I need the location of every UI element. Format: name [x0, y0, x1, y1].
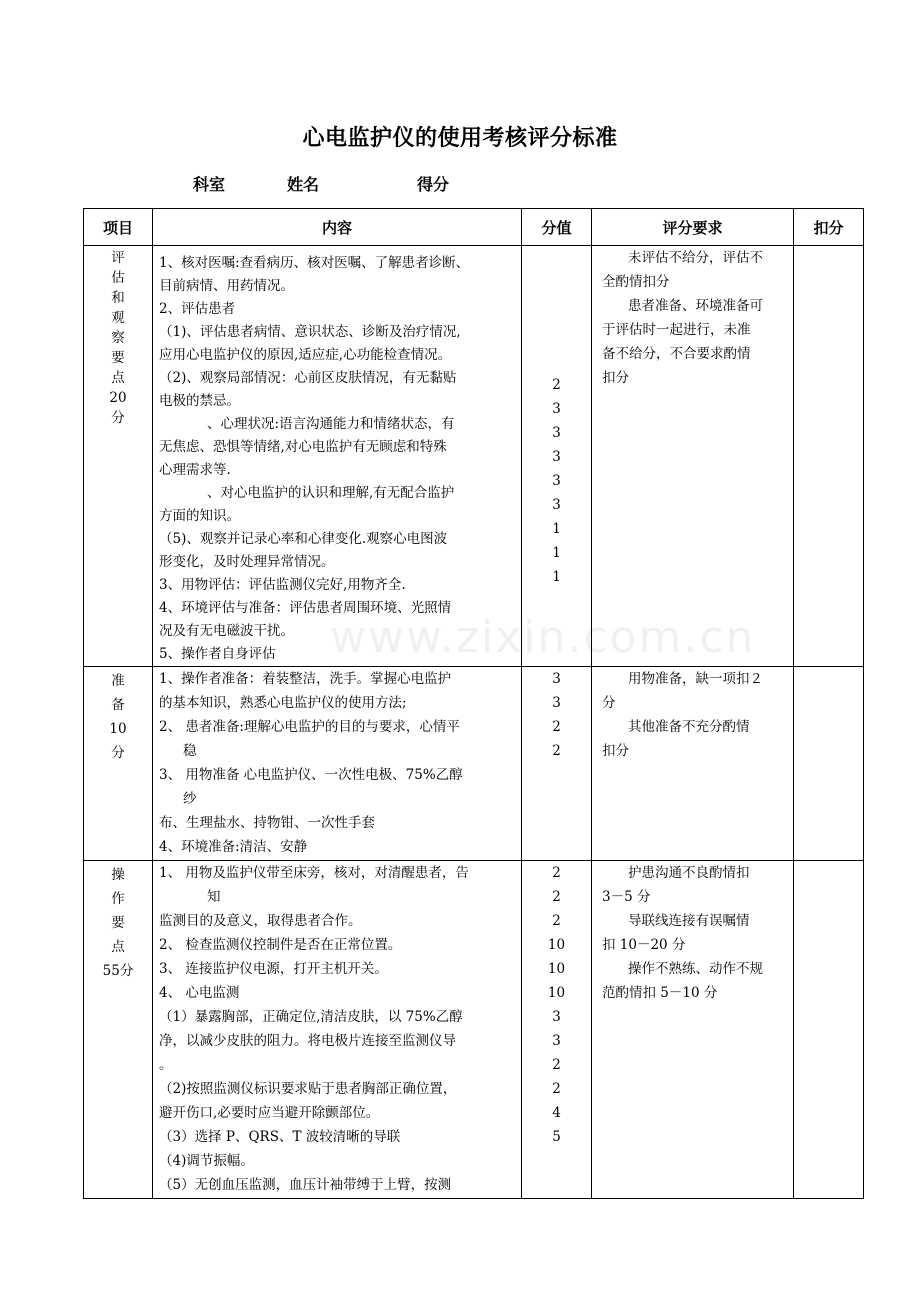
deduction-preparation[interactable]	[794, 667, 864, 861]
deduction-assessment[interactable]	[794, 246, 864, 667]
header-deduction: 扣分	[794, 209, 864, 246]
table-row	[84, 861, 864, 1199]
scoring-table	[83, 208, 864, 1199]
requirement-operation: 护患沟通不良酌情扣 3－5 分 导联线连接有误嘱情 扣 10－20 分 操作不熟练、动作不规 范酌情扣 5－10 分	[592, 861, 794, 1199]
requirement-assessment: 未评估不给分，评估不 全酌情扣分 患者准备、环境准备可 于评估时一起进行，未准 备不给分，不合要求酌情 扣分	[592, 246, 794, 667]
requirement-preparation: 用物准备，缺一项扣２ 分 其他准备不充分酌情 扣分	[592, 667, 794, 861]
header-content: 内容	[153, 209, 522, 246]
scores-assessment: 2 3 3 3 3 3 1 1 1	[522, 246, 592, 667]
scores-operation: 2 2 2 10 10 10 3 3 2 2 4 5	[522, 861, 592, 1199]
category-preparation: 准 备 10 分	[84, 667, 153, 861]
content-assessment: 1、核对医嘱:查看病历、核对医嘱、了解患者诊断、 目前病情、用药情况。 2、评估患者 （1)、评估患者病情、意识状态、诊断及治疗情况, 应用心电监护仪的原因,适应症,心功能检查情况。 （2)、观察局部情况：心前区皮肤情况，有无黏贴 电极的禁忌。 、心理状况:语言沟通能力和情绪状态，有 无焦虑、恐惧等情绪,对心电监护有无顾虑和特殊 心理需求等. 、对心电监护的认识和理解,有无配合监护 方面的知识。 （5)、观察并记录心率和心律变化.观察心电图波 形变化，及时处理异常情况。 3、用物评估：评估监测仪完好,用物齐全. 4、环境评估与准备：评估患者周围环境、光照情 况及有无电磁波干扰。 5、操作者自身评估	[153, 246, 522, 667]
name-label: 姓名	[287, 175, 320, 194]
watermark: www.zixin.com.cn	[330, 612, 756, 663]
header-value: 分值	[522, 209, 592, 246]
content-preparation: 1、操作者准备：着装整洁，洗手。掌握心电监护 的基本知识，熟悉心电监护仪的使用方法; 2、 患者准备:理解心电监护的目的与要求，心情平 稳 3、 用物准备 心电监护仪、一次性电极、75%乙醇 纱 布、生理盐水、持物钳、一次性手套 4、环境准备:清洁、安静	[153, 667, 522, 861]
table-row	[84, 667, 864, 861]
document-title: 心电监护仪的使用考核评分标准	[302, 126, 618, 151]
category-operation: 操 作 要 点 55分	[84, 861, 153, 1199]
deduction-operation[interactable]	[794, 861, 864, 1199]
table-header-row	[84, 209, 864, 246]
header-item: 项目	[84, 209, 153, 246]
content-operation: 1、 用物及监护仪带至床旁，核对，对清醒患者，告 知 监测目的及意义，取得患者合作。 2、 检查监测仪控制件是否在正常位置。 3、 连接监护仪电源，打开主机开关。 4、 心电监测 （1）暴露胸部，正确定位,清洁皮肤，以 75%乙醇 净，以减少皮肤的阻力。将电极片连接至监测仪导 。 （2)按照监测仪标识要求贴于患者胸部正确位置， 避开伤口,必要时应当避开除颤部位。 （3）选择 P、QRS、T 波较清晰的导联 （4)调节振幅。 （5）无创血压监测，血压计袖带缚于上臂，按测	[153, 861, 522, 1199]
dept-label: 科室	[193, 175, 226, 194]
header-requirement: 评分要求	[592, 209, 794, 246]
table-row	[84, 246, 864, 667]
score-label: 得分	[417, 175, 450, 194]
category-assessment: 评 估 和 观 察 要 点 20 分	[84, 246, 153, 667]
scores-preparation: 3 3 2 2	[522, 667, 592, 861]
